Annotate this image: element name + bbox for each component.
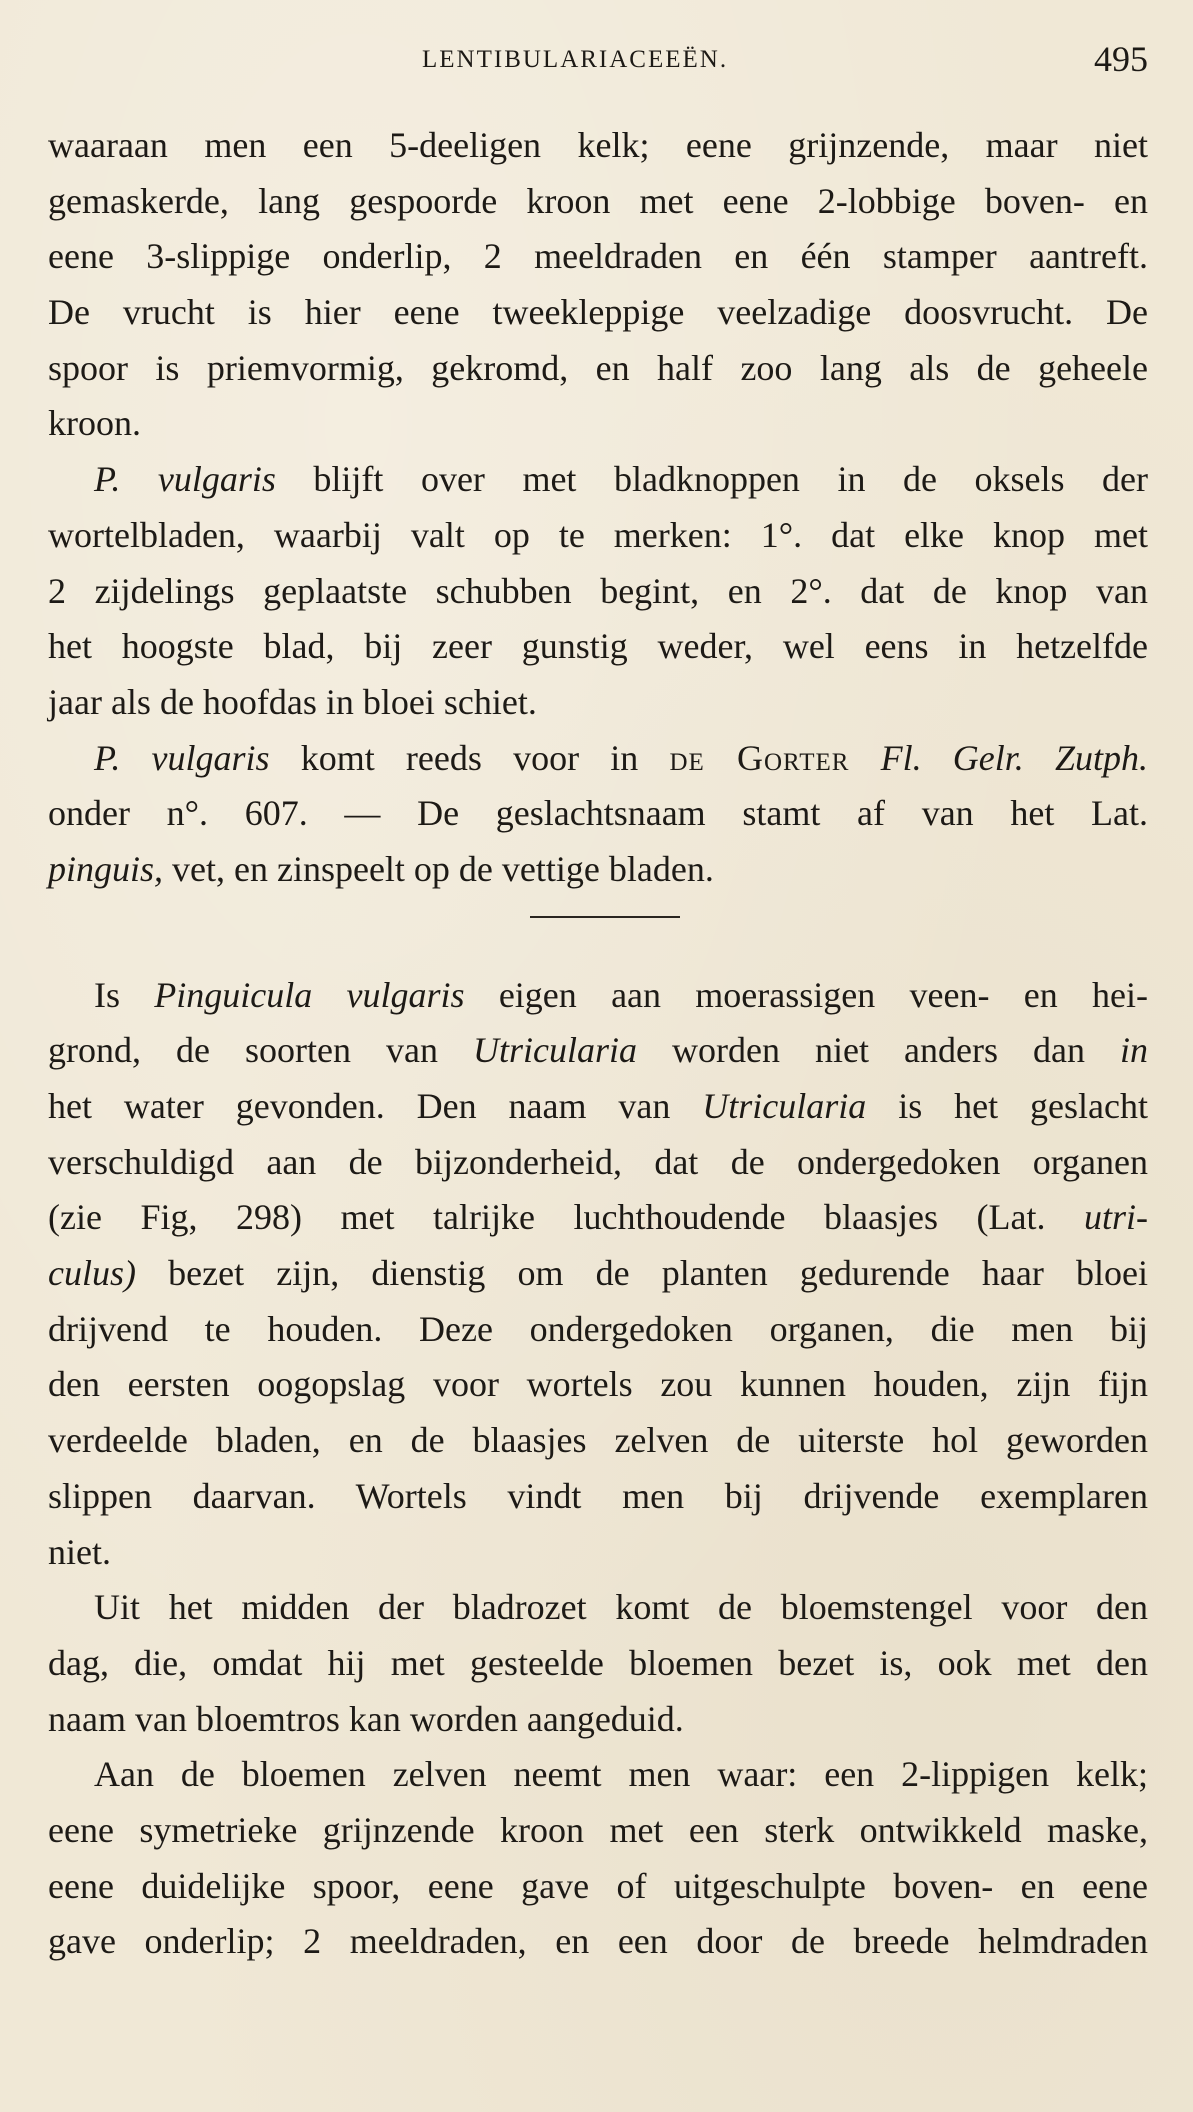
text-line: onder n°. 607. — De geslachtsnaam stamt af van het Lat. (48, 793, 1148, 834)
text-line: eene 3-slippige onderlip, 2 meeldraden en één stamper aantreft. (48, 236, 1148, 277)
text-line: Uit het midden der bladrozet komt de bloemstengel voor den (94, 1587, 1148, 1628)
text-line: gave onderlip; 2 meeldraden, en een door de breede helmdraden (48, 1921, 1148, 1962)
paragraph-3 (48, 731, 1148, 898)
page-header (48, 38, 1148, 78)
paragraph-4 (48, 968, 1148, 1581)
text-line: naam van bloemtros kan worden aangeduid. (48, 1698, 684, 1739)
text-line (48, 1246, 1148, 1302)
paragraph-2 (48, 452, 1148, 730)
text-run: eigen aan moerassigen veen- en hei- (464, 974, 1148, 1015)
text-line: De vrucht is hier eene tweekleppige veelzadige doosvrucht. De (48, 292, 1148, 333)
text-line: eene duidelijke spoor, eene gave of uitgeschulpte boven- en eene (48, 1865, 1148, 1906)
italic-genus-name: Utricularia (702, 1086, 867, 1126)
italic-word: in (1119, 1030, 1148, 1071)
text-line: drijvend te houden. Deze ondergedoken organen, die men bij (48, 1308, 1148, 1349)
italic-latin-word: pinguis, (48, 848, 164, 889)
italic-latin-word: culus) (48, 1253, 136, 1294)
text-run: komt reeds voor in (269, 737, 670, 778)
text-run: grond, de soorten van (48, 1030, 473, 1071)
italic-latin-word: utri- (1083, 1197, 1148, 1238)
text-line: waaraan men een 5-deeligen kelk; eene grijnzende, maar niet (48, 125, 1148, 165)
author-name: de Gorter (669, 737, 850, 778)
text-line (48, 452, 1148, 508)
page-number: 495 (1094, 39, 1148, 79)
text-run (849, 738, 880, 778)
text-line: wortelbladen, waarbij valt op te merken: 1°. dat elke knop met (48, 514, 1148, 555)
text-run: blijft over met bladknoppen in de oksels der (275, 459, 1148, 500)
text-line (48, 842, 1148, 898)
text-line: het hoogste blad, bij zeer gunstig weder, wel eens in hetzelfde (48, 626, 1148, 667)
italic-genus-name: Utricularia (473, 1030, 638, 1071)
paragraph-1 (48, 118, 1148, 452)
text-line: spoor is priemvormig, gekromd, en half zoo lang als de geheele (48, 347, 1148, 388)
text-line: eene symetrieke grijnzende kroon met een sterk ontwikkeld maske, (48, 1809, 1148, 1850)
italic-species-name: P. vulgaris (94, 737, 270, 778)
text-line: kroon. (48, 403, 141, 444)
text-line (48, 1079, 1148, 1135)
text-line: dag, die, omdat hij met gesteelde bloemen bezet is, ook met den (48, 1642, 1148, 1683)
text-run: is het geslacht (866, 1086, 1148, 1126)
text-line: slippen daarvan. Wortels vindt men bij drijvende exemplaren (48, 1475, 1148, 1516)
text-line: niet. (48, 1531, 111, 1572)
paragraph-6 (48, 1747, 1148, 1970)
section-divider (48, 898, 1148, 954)
text-line: den eersten oogopslag voor wortels zou kunnen houden, zijn fijn (48, 1364, 1148, 1405)
text-line (48, 731, 1148, 787)
text-line (48, 1023, 1148, 1079)
italic-species-name: Pinguicula vulgaris (154, 974, 465, 1015)
text-line (48, 968, 1148, 1024)
text-line: 2 zijdelings geplaatste schubben begint, en 2°. dat de knop van (48, 570, 1148, 611)
text-line: verdeelde bladen, en de blaasjes zelven de uiterste hol geworden (48, 1420, 1148, 1461)
divider-rule (530, 916, 680, 918)
text-run: (zie Fig, 298) met talrijke luchthoudende blaasjes (Lat. (48, 1197, 1084, 1238)
italic-species-name: P. vulgaris (94, 459, 276, 500)
body-text (48, 118, 1148, 1970)
text-line: gemaskerde, lang gespoorde kroon met eene 2-lobbige boven- en (48, 180, 1148, 221)
paragraph-5 (48, 1580, 1148, 1747)
running-head: LENTIBULARIACEEËN. (422, 46, 729, 73)
text-line (48, 1190, 1148, 1246)
text-line: jaar als de hoofdas in bloei schiet. (48, 681, 537, 722)
text-run: het water gevonden. Den naam van (48, 1086, 703, 1126)
text-run: worden niet anders dan (637, 1030, 1120, 1071)
text-line: Aan de bloemen zelven neemt men waar: een 2-lippigen kelk; (94, 1754, 1148, 1795)
text-run: bezet zijn, dienstig om de planten gedurende haar bloei (135, 1253, 1148, 1294)
italic-reference: Fl. Gelr. Zutph. (880, 737, 1149, 778)
spacer (48, 954, 1148, 968)
text-run: Is (94, 974, 155, 1015)
text-line: verschuldigd aan de bijzonderheid, dat de ondergedoken organen (48, 1141, 1148, 1182)
text-run: vet, en zinspeelt op de vettige bladen. (163, 848, 714, 889)
